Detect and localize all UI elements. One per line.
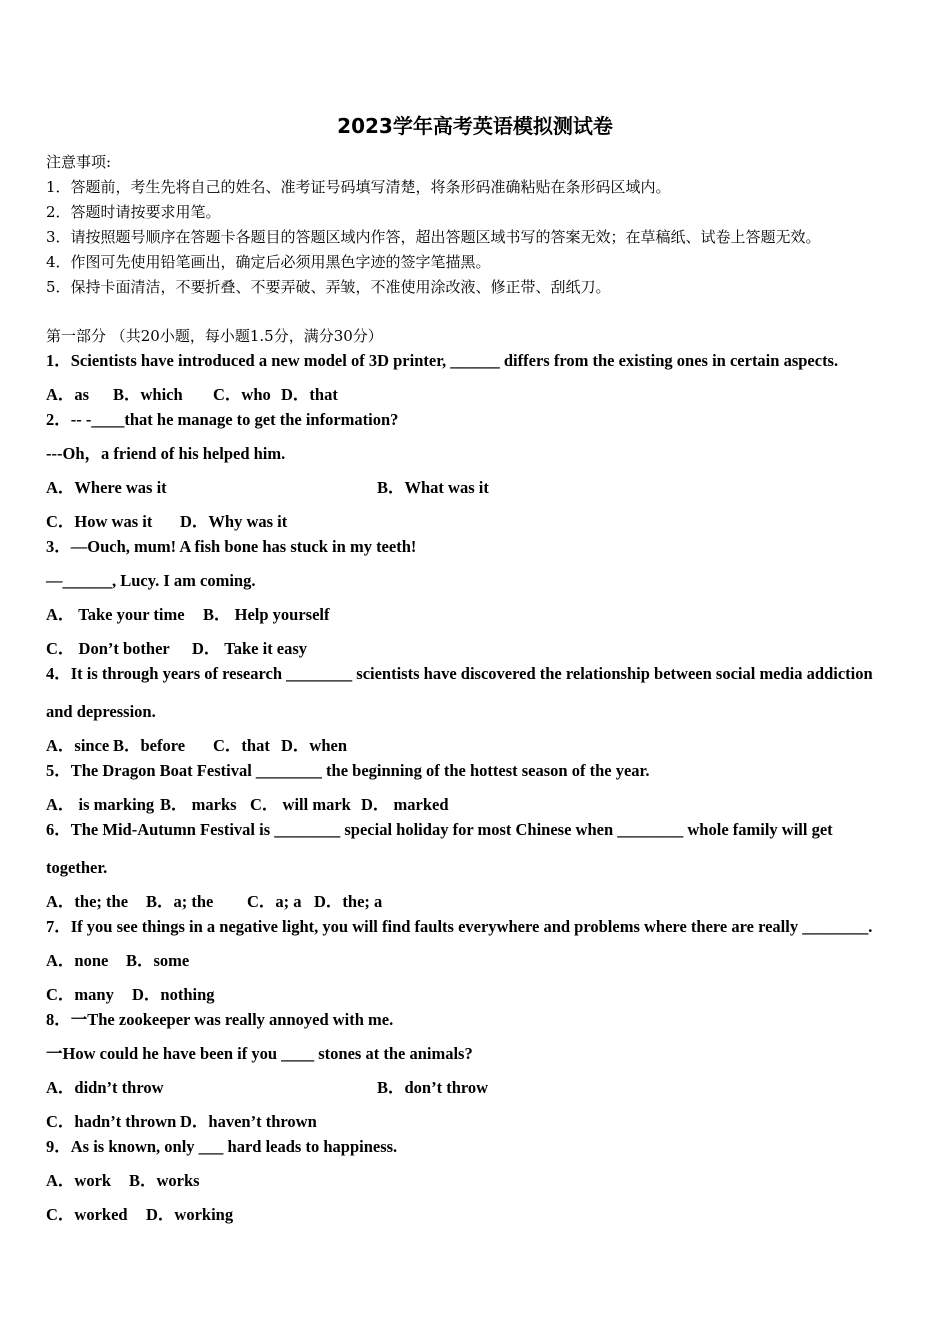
page-title: 2023学年高考英语模拟测试卷 [337,114,613,138]
option-c: C．How was it [46,512,153,531]
option-a: A．the; the [46,892,129,911]
option-c: C．who [213,385,271,404]
notice-heading: 注意事项: [46,153,112,171]
option-d: D． marked [361,795,449,814]
option-c: C． will mark [250,795,351,814]
option-c: C．many [46,985,114,1004]
option-a: A．Where was it [46,478,167,497]
option-d: D．working [146,1205,234,1224]
option-d: D．Why was it [180,512,288,531]
option-b: B．some [126,951,190,970]
option-c: C．that [213,736,270,755]
question-stem: 8．一The zookeeper was really annoyed with me. [46,1010,394,1029]
option-a: A．didn’t throw [46,1078,164,1097]
option-b: B．What was it [377,478,489,497]
option-c: C．hadn’t thrown [46,1112,177,1131]
question-stem: and depression. [46,702,156,721]
option-a: A．work [46,1171,112,1190]
option-b: B． Help yourself [203,605,330,624]
option-d: D．nothing [132,985,215,1004]
option-c: C． Don’t bother [46,639,170,658]
notice-item: 2．答题时请按要求用笔。 [46,203,221,221]
notice-item: 5．保持卡面清洁，不要折叠、不要弄破、弄皱，不准使用涂改液、修正带、刮纸刀。 [46,278,611,296]
option-a: A．none [46,951,109,970]
option-a: A．as [46,385,90,404]
option-b: B． marks [160,795,237,814]
question-stem: 5．The Dragon Boat Festival ________ the beginning of the hottest season of the year. [46,761,650,780]
option-a: A． Take your time [46,605,185,624]
option-d: D．haven’t thrown [180,1112,317,1131]
option-d: D． Take it easy [192,639,308,658]
option-d: D．when [281,736,348,755]
question-stem: 3．—Ouch, mum! A fish bone has stuck in my teeth! [46,537,417,556]
section-heading: 第一部分 （共20小题，每小题1.5分，满分30分） [46,327,383,345]
question-stem: —______, Lucy. I am coming. [46,571,256,590]
option-b: B．works [129,1171,200,1190]
option-d: D．the; a [314,892,383,911]
option-b: B．before [113,736,186,755]
notice-item: 1．答题前，考生先将自己的姓名、准考证号码填写清楚，将条形码准确粘贴在条形码区域内。 [46,178,671,196]
option-c: C．worked [46,1205,128,1224]
question-stem: 7．If you see things in a negative light, you will find faults everywhere and problems where there are really ________. [46,917,873,936]
option-a: A． is marking [46,795,155,814]
option-d: D．that [281,385,338,404]
question-stem: 9．As is known, only ___ hard leads to happiness. [46,1137,398,1156]
question-stem: 4．It is through years of research ________ scientists have discovered the relationship between social media addiction [46,664,873,683]
question-stem: 1．Scientists have introduced a new model of 3D printer, ______ differs from the existing ones in certain aspects. [46,351,839,370]
question-stem: 6．The Mid-Autumn Festival is ________ special holiday for most Chinese when ________ whole family will get [46,820,833,839]
notice-item: 3．请按照题号顺序在答题卡各题目的答题区域内作答，超出答题区域书写的答案无效；在草稿纸、试卷上答题无效。 [46,228,821,246]
option-b: B．don’t throw [377,1078,489,1097]
option-b: B．a; the [146,892,214,911]
notice-item: 4．作图可先使用铅笔画出，确定后必须用黑色字迹的签字笔描黑。 [46,253,491,271]
option-b: B．which [113,385,183,404]
option-a: A．since [46,736,110,755]
question-stem: together. [46,858,108,877]
question-stem: 2．-- -____that he manage to get the information? [46,410,399,429]
question-stem: ---Oh，a friend of his helped him. [46,444,286,463]
question-stem: 一How could he have been if you ____ stones at the animals? [46,1044,473,1063]
option-c: C．a; a [247,892,302,911]
